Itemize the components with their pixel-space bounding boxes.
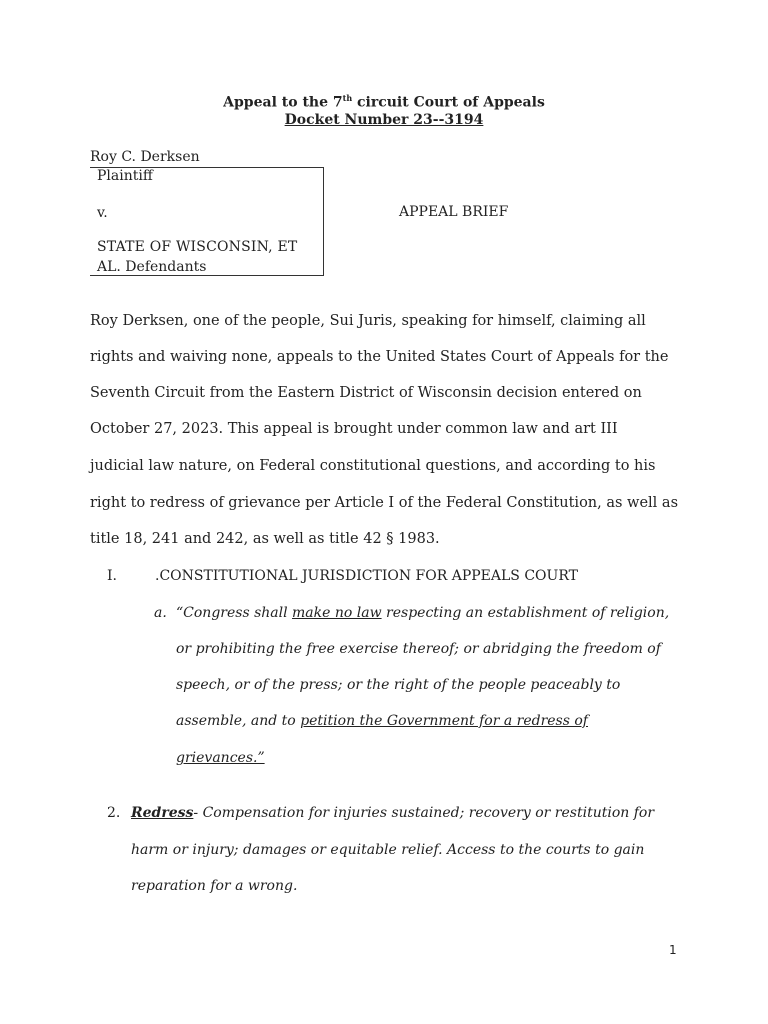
definition-line: reparation for a wrong. [131, 878, 298, 894]
document-title [0, 93, 768, 111]
quote-underlined: petition the Government for a redress of [300, 713, 588, 729]
quote-line [176, 605, 669, 621]
docket-number [0, 112, 768, 128]
body-line: Seventh Circuit from the Eastern District of Wisconsin decision entered on [90, 385, 642, 401]
caption-defendant-line2: AL. Defendants [97, 259, 207, 275]
definition-line [131, 805, 654, 821]
list-number: 2. [107, 805, 121, 821]
body-line: title 18, 241 and 242, as well as title 42 § 1983. [90, 531, 440, 547]
caption-versus: v. [97, 205, 108, 221]
quote-line [176, 713, 588, 729]
quote-underlined: make no law [292, 605, 382, 621]
body-line: rights and waiving none, appeals to the United States Court of Appeals for the [90, 349, 669, 365]
document-type: APPEAL BRIEF [399, 204, 509, 220]
defined-term: Redress [131, 805, 194, 821]
quote-text: assemble, and to [176, 713, 301, 729]
definition-text: - Compensation for injuries sustained; recovery or restitution for [193, 805, 655, 821]
list-letter: a. [154, 605, 167, 621]
body-line: right to redress of grievance per Article I of the Federal Constitution, as well as [90, 495, 679, 511]
caption-name: Roy C. Derksen [90, 149, 200, 165]
quote-line: grievances.” [176, 750, 265, 766]
caption-plaintiff: Plaintiff [97, 168, 153, 184]
definition-line: harm or injury; damages or equitable relief. Access to the courts to gain [131, 842, 645, 858]
title-superscript: th [342, 93, 353, 103]
title-text: Appeal to the 7 [223, 94, 343, 111]
section-numeral: I. [107, 568, 117, 584]
quote-text: respecting an establishment of religion, [381, 605, 670, 621]
body-line: Roy Derksen, one of the people, Sui Juris, speaking for himself, claiming all [90, 313, 646, 329]
quote-line: or prohibiting the free exercise thereof; or abridging the freedom of [176, 641, 661, 657]
docket-text: Docket Number 23--3194 [284, 112, 484, 128]
quote-line: speech, or of the press; or the right of the people peaceably to [176, 677, 621, 693]
page-number: 1 [669, 943, 677, 957]
body-line: judicial law nature, on Federal constitutional questions, and according to his [90, 458, 656, 474]
quote-text: “Congress shall [176, 605, 293, 621]
section-heading: .CONSTITUTIONAL JURISDICTION FOR APPEALS COURT [155, 568, 578, 584]
caption-defendant-line1: STATE OF WISCONSIN, ET [97, 239, 298, 255]
title-text-rest: circuit Court of Appeals [352, 94, 545, 111]
body-line: October 27, 2023. This appeal is brought under common law and art III [90, 421, 618, 437]
